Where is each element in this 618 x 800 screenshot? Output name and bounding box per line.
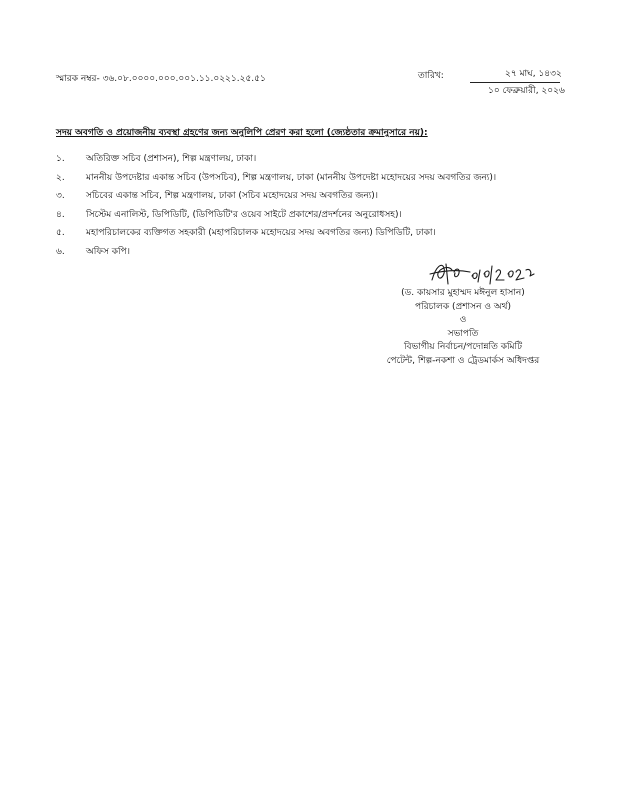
signatory-block — [378, 287, 548, 369]
distribution-heading: সদয় অবগতি ও প্রয়োজনীয় ব্যবস্থা গ্রহণের জন্য অনুলিপি প্রেরণ করা হলো (জ্যেষ্ঠতার ক্রমানুসারে নয়): — [56, 128, 428, 138]
handwritten-signature — [426, 258, 550, 288]
list-item-text: সচিবের একান্ত সচিব, শিল্প মন্ত্রণালয়, ঢাকা (সচিব মহোদয়ের সদয় অবগতির জন্য)। — [86, 191, 379, 202]
signatory-role: সভাপতি — [447, 328, 479, 339]
list-item-number: ২. — [56, 172, 65, 183]
date-english: ১০ ফেব্রুয়ারী, ২০২৬ — [488, 86, 565, 96]
date-divider — [470, 82, 560, 83]
list-item-text: মহাপরিচালকের ব্যক্তিগত সহকারী (মহাপরিচালক মহোদয়ের সদয় অবগতির জন্য) ডিপিডিটি, ঢাকা। — [86, 228, 436, 239]
memo-number: স্মারক নম্বর- ৩৬.০৮.০০০০.০০০.০০১.১১.০২২১.২৫.৫১ — [56, 74, 266, 84]
list-item-text: অতিরিক্ত সচিব (প্রশাসন), শিল্প মন্ত্রণালয়, ঢাকা। — [86, 154, 257, 164]
list-item-number: ৩. — [56, 191, 65, 202]
list-item-text: অফিস কপি। — [86, 246, 130, 257]
list-item-text: মাননীয় উপদেষ্টার একান্ত সচিব (উপসচিব), শিল্প মন্ত্রণালয়, ঢাকা (মাননীয় উপদেষ্টা মহোদয়ের সদয় অবগতির জন্য)। — [86, 172, 497, 183]
list-item-text: সিস্টেম এনালিস্ট, ডিপিডিটি, (ডিপিডিটি'র ওয়েব সাইটে প্রকাশের/প্রদর্শনের অনুরোধসহ)। — [86, 209, 402, 220]
date-label: তারিখ: — [418, 71, 444, 81]
list-item-number: ৬. — [56, 246, 65, 257]
list-item-number: ৫. — [56, 228, 65, 239]
signatory-designation: পরিচালক (প্রশাসন ও অর্থ) — [415, 301, 511, 312]
list-item-number: ১. — [56, 154, 65, 164]
signatory-office: পেটেন্ট, শিল্প-নকশা ও ট্রেডমার্কস অধিদপ্তর — [386, 355, 540, 366]
signatory-name: (ড. কায়সার মুহাম্মদ মঈনুল হাসান) — [401, 288, 525, 298]
signatory-committee: বিভাগীয় নির্বাচন/পদোন্নতি কমিটি — [403, 342, 523, 353]
list-item-number: ৪. — [56, 209, 65, 220]
date-bangla: ২৭ মাঘ, ১৪৩২ — [505, 69, 562, 79]
signatory-conjunction: ও — [459, 315, 467, 326]
